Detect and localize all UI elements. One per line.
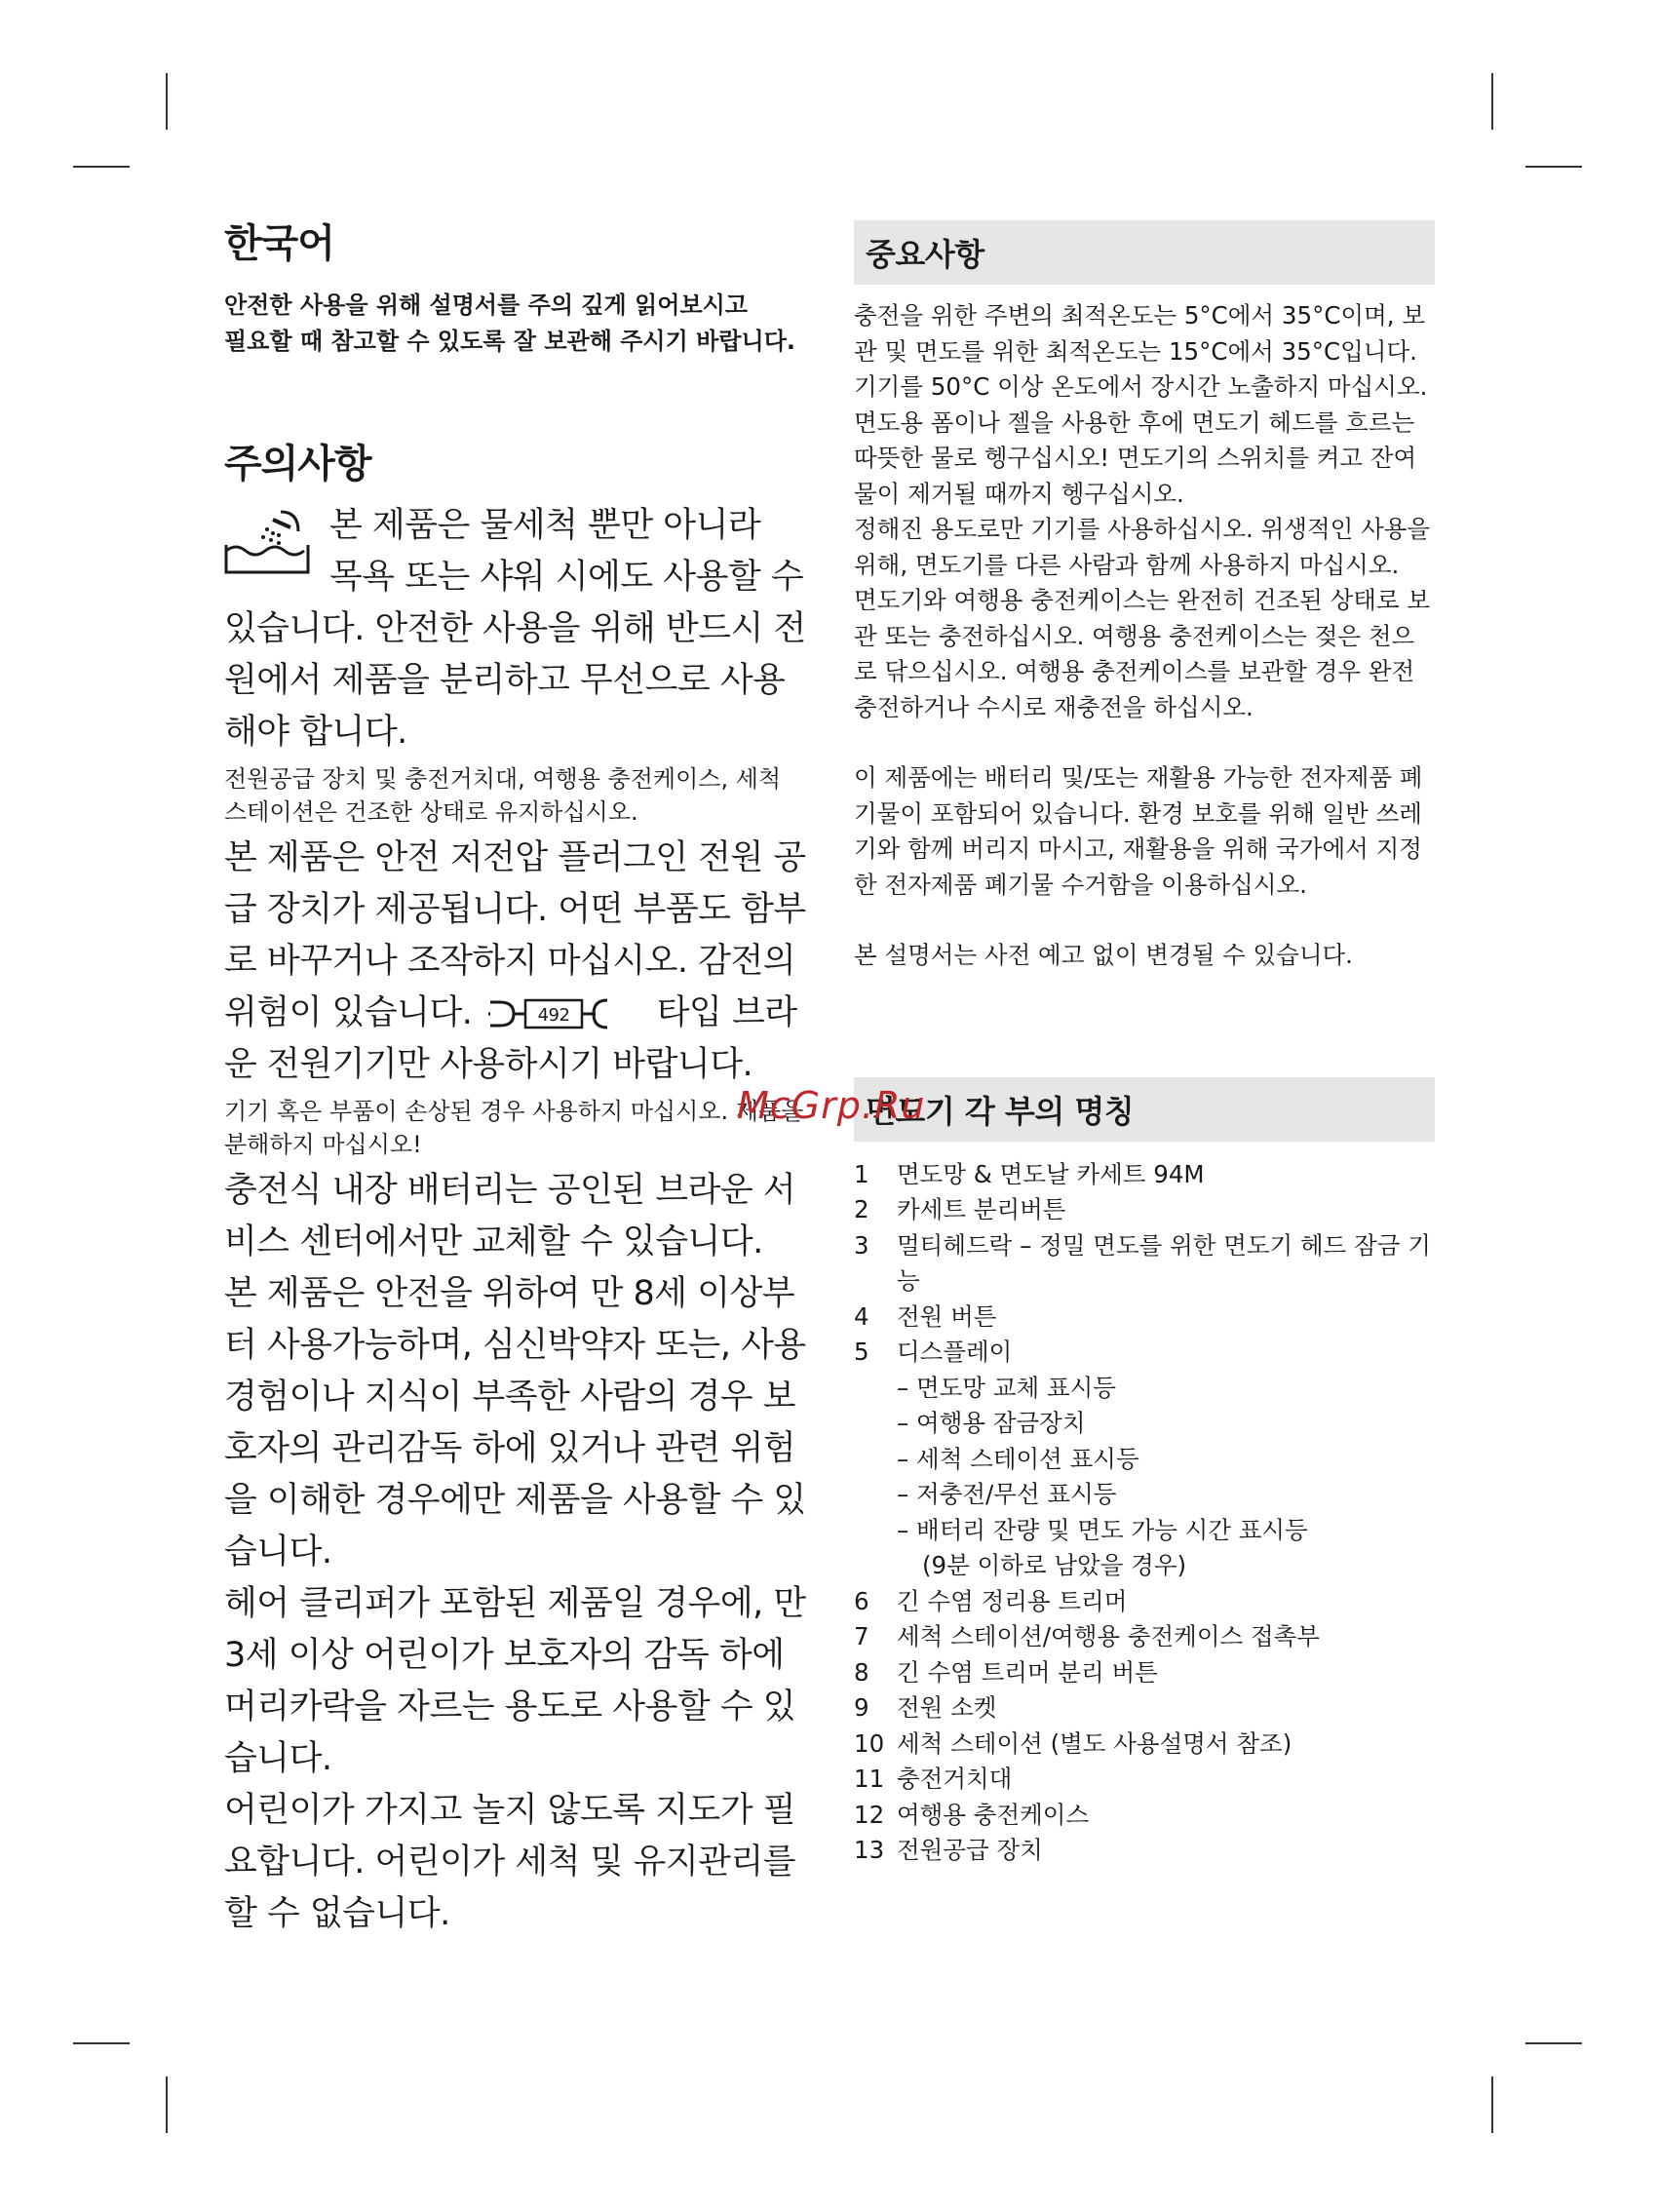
crop-mark xyxy=(1491,2076,1493,2133)
parts-heading: 면도기 각 부의 명칭 xyxy=(854,1077,1435,1142)
crop-mark xyxy=(166,2076,168,2133)
list-item: 12 여행용 충전케이스 xyxy=(854,1800,1090,1829)
power-supply-paragraph: 본 제품은 안전 저전압 플러그인 전원 공급 장치가 제공됩니다. 어떤 부품도 함부로 바꾸거나 조작하지 마십시오. 감전의 위험이 있습니다. 492 타입 브라운 전원기기만 사용하시기 바랍니다. xyxy=(224,838,806,1084)
list-item: – 저충전/무선 표시등 xyxy=(897,1480,1117,1508)
list-item: 4 전원 버튼 xyxy=(854,1301,997,1331)
crop-mark xyxy=(73,166,130,168)
crop-mark xyxy=(1525,2042,1582,2044)
list-item: 3 멀티헤드락 – 정밀 면도를 위한 면도기 헤드 잠금 기능 xyxy=(854,1230,1431,1295)
left-column xyxy=(224,213,809,1940)
list-item: – 세척 스테이션 표시등 xyxy=(897,1444,1139,1473)
list-item: 13 전원공급 장치 xyxy=(854,1836,1043,1864)
water-use-paragraph: 본 제품은 물세척 뿐만 아니라 목욕 또는 샤워 시에도 사용할 수 있습니다. 안전한 사용을 위해 반드시 전원에서 제품을 분리하고 무선으로 사용해야 합니다. xyxy=(224,506,806,752)
list-item: 10 세척 스테이션 (별도 사용설명서 참조) xyxy=(854,1728,1292,1758)
clipper-paragraph: 헤어 클리퍼가 포함된 제품일 경우에, 만 3세 이상 어린이가 보호자의 감독 하에 머리카락을 자르는 용도로 사용할 수 있습니다. xyxy=(224,1584,806,1778)
plug-code: 492 xyxy=(537,1005,570,1026)
list-item: – 면도망 교체 표시등 xyxy=(897,1373,1116,1402)
language-heading: 한국어 xyxy=(224,221,334,266)
dry-keep-note: 전원공급 장치 및 충전거치대, 여행용 충전케이스, 세척 스테이션은 건조한 상태로 유지하십시오. xyxy=(224,765,782,826)
list-item: 2 카세트 분리버튼 xyxy=(854,1195,1066,1223)
list-item: (9분 이하로 남았을 경우) xyxy=(922,1551,1187,1579)
recycling-text: 이 제품에는 배터리 및/또는 재활용 가능한 전자제품 폐기물이 포함되어 있습니다. 환경 보호를 위해 일반 쓰레기와 함께 버리지 마시고, 재활용을 위해 국가에서 지정한 전자제품 폐기물 수거함을 이용하십시오. xyxy=(854,763,1423,899)
list-item: 11 충전거치대 xyxy=(854,1765,1013,1793)
right-column: 중요사항 충전을 위한 주변의 최적온도는 5°C에서 35°C이며, 보관 및 면도를 위한 최적온도는 15°C에서 35°C입니다. 기기를 50°C 이상 온도에서 장시간 노출하지 마십시오. 면도용 폼이나 젤을 사용한 후에 면도기 헤드를 흐르는 따뜻한 물로 헹구십시오! 면도기의 스위치를 켜고 잔여물이 제거될 때까지 헹구십시오. 정해진 용도로만 기기를 사용하십시오. 위생적인 사용을 위해, 면도기를 다른 사람과 함께 사용하지 마십시오. 면도기와 여행용 충전케이스는 완전히 건조된 상태로 보관 또는 충전하십시오. 여행용 충전케이스는 젖은 천으로 닦으십시오. 여행용 충전케이스를 보관할 경우 완전 충전하거나 수시로 재충전을 하십시오. 이 제품에는 배터리 및/또는 재활용 가능한 전자제품 폐기물이 포함되어 있습니다. 환경 보호를 위해 일반 쓰레기와 함께 버리지 마시고, 재활용을 위해 국가에서 지정한 전자제품 폐기물 수거함을 이용하십시오. 본 설명서는 사전 예고 없이 변경될 수 있습니다. 면도기 각 부의 명칭 1 면도망 & 면도날 카세트 94M 2 카세트 분리버튼 3 멀티헤드락 – 정밀 면도를 위한 면도기 헤드 잠금 기능 4 전원 버튼 5 디스플레이 – 면도망 교체 표시등 – 여행용 잠금장치 – 세척 스테이션 표시등 – 저충전/무선 표시등 – 배터리 잔량 및 면도 가능 시간 표시등 (9분 이하로 남았을 경우) 6 긴 수염 정리용 트리머 7 세척 스테이션/여행용 충전케이스 접촉부 8 긴 수염 트리머 분리 버튼 9 전원 소켓 10 세척 스테이션 (별도 사용설명서 참조) 11 충전거치대 12 여행용 충전케이스 13 전원공급 장치 xyxy=(854,220,1435,1869)
watermark: McGrp.Ru xyxy=(737,1084,926,1127)
battery-paragraph: 충전식 내장 배터리는 공인된 브라운 서비스 센터에서만 교체할 수 있습니다. xyxy=(224,1171,796,1261)
parts-list xyxy=(854,1157,1435,1869)
important-text: 충전을 위한 주변의 최적온도는 5°C에서 35°C이며, 보관 및 면도를 위한 최적온도는 15°C에서 35°C입니다. xyxy=(854,301,1425,366)
crop-mark xyxy=(1525,166,1582,168)
caution-heading: 주의사항 xyxy=(224,442,371,486)
plug-type-symbol xyxy=(486,994,642,1033)
list-item: 7 세척 스테이션/여행용 충전케이스 접촉부 xyxy=(854,1622,1320,1650)
children-paragraph: 어린이가 가지고 놀지 않도록 지도가 필요합니다. 어린이가 세척 및 유지관리를 할 수 없습니다. xyxy=(224,1791,796,1933)
list-item: – 여행용 잠금장치 xyxy=(897,1409,1086,1437)
important-heading: 중요사항 xyxy=(854,220,1435,285)
list-item: 8 긴 수염 트리머 분리 버튼 xyxy=(854,1657,1158,1687)
list-item: 5 디스플레이 xyxy=(854,1338,1013,1366)
list-item: 1 면도망 & 면도날 카세트 94M xyxy=(854,1159,1205,1188)
list-item: 9 전원 소켓 xyxy=(854,1693,997,1722)
age-paragraph: 본 제품은 안전을 위하여 만 8세 이상부터 사용가능하며, 심신박약자 또는, 사용 경험이나 지식이 부족한 사람의 경우 보호자의 관리감독 하에 있거나 관련 위험을 이해한 경우에만 제품을 사용할 수 있습니다. xyxy=(224,1274,806,1572)
crop-mark xyxy=(73,2042,130,2044)
intro-text: 안전한 사용을 위해 설명서를 주의 깊게 읽어보시고 필요할 때 참고할 수 있도록 잘 보관해 주시기 바랍니다. xyxy=(224,291,796,355)
crop-mark xyxy=(166,73,168,130)
notice-text: 본 설명서는 사전 예고 없이 변경될 수 있습니다. xyxy=(854,941,1353,969)
shower-bath-icon xyxy=(224,508,312,576)
crop-mark xyxy=(1491,73,1493,130)
list-item: 6 긴 수염 정리용 트리머 xyxy=(854,1586,1128,1615)
damage-warning: 기기 혹은 부품이 손상된 경우 사용하지 마십시오. 제품을 분해하지 마십시오! xyxy=(224,1098,804,1158)
list-item: – 배터리 잔량 및 면도 가능 시간 표시등 xyxy=(897,1515,1308,1544)
